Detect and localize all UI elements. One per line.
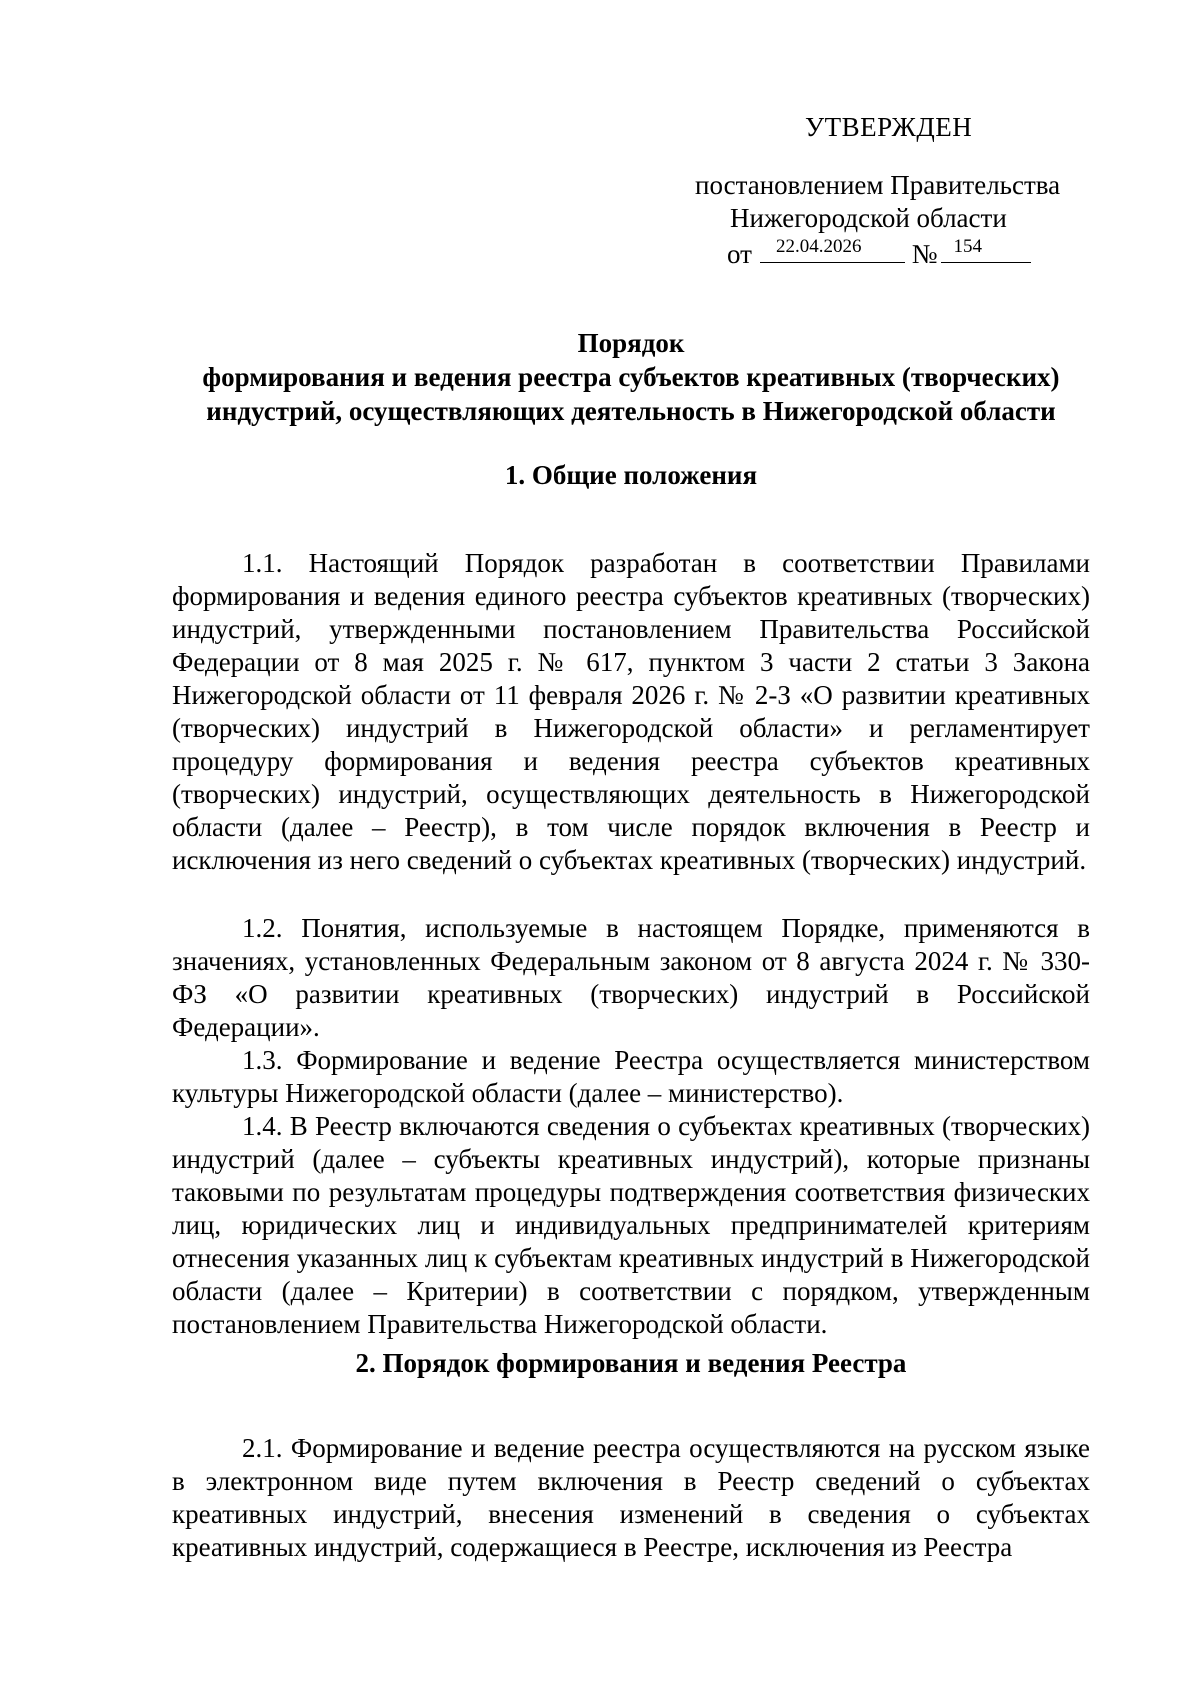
paragraph-1-2: 1.2. Понятия, используемые в настоящем Порядке, применяются в значениях, установленных Федеральным законом от 8 августа 2024 г. № 330-ФЗ «О развитии креативных (творческих) индустрий в Российской Федерации». bbox=[172, 913, 1090, 1042]
title-line-3: индустрий, осуществляющих деятельность в Нижегородской области bbox=[206, 396, 1056, 426]
title-line-2: формирования и ведения реестра субъектов креативных (творческих) bbox=[202, 362, 1060, 392]
date-prefix: от bbox=[727, 239, 752, 269]
title-line-1: Порядок bbox=[577, 328, 685, 358]
date-value: 22.04.2026 bbox=[775, 236, 862, 257]
number-field bbox=[941, 238, 1031, 263]
number-value: 154 bbox=[953, 236, 982, 257]
approval-line-2: Нижегородской области bbox=[730, 203, 1007, 233]
section-heading-2: 2. Порядок формирования и ведения Реестра bbox=[355, 1348, 907, 1378]
section-heading-1: 1. Общие положения bbox=[504, 460, 758, 490]
approval-date-line bbox=[727, 238, 1031, 270]
paragraph-2-1: 2.1. Формирование и ведение реестра осуществляются на русском языке в электронном виде путем включения в Реестр сведений о субъектах креативных индустрий, внесения изменений в сведения о субъектах креативных индустрий, содержащиеся в Реестре, исключения из Реестра bbox=[172, 1433, 1090, 1562]
paragraph-1-3: 1.3. Формирование и ведение Реестра осуществляется министерством культуры Нижегородской области (далее – министерство). bbox=[172, 1045, 1090, 1108]
approval-stamp: УТВЕРЖДЕН bbox=[805, 112, 973, 142]
paragraph-1-1: 1.1. Настоящий Порядок разработан в соответствии Правилами формирования и ведения единого реестра субъектов креативных (творческих) индустрий, утвержденными постановлением Правительства Российской Федерации от 8 мая 2025 г. № 617, пунктом 3 части 2 статьи 3 Закона Нижегородской области от 11 февраля 2026 г. № 2-З «О развитии креативных (творческих) индустрий в Нижегородской области» и регламентирует процедуру формирования и ведения реестра субъектов креативных (творческих) индустрий, осуществляющих деятельность в Нижегородской области (далее – Реестр), в том числе порядок включения в Реестр и исключения из него сведений о субъектах креативных (творческих) индустрий. bbox=[172, 548, 1090, 875]
approval-line-1: постановлением Правительства bbox=[695, 170, 1061, 200]
document-title bbox=[172, 326, 1090, 428]
paragraph-1-4: 1.4. В Реестр включаются сведения о субъектах креативных (творческих) индустрий (далее – субъекты креативных индустрий), которые признаны таковыми по результатам процедуры подтверждения соответствия физических лиц, юридических лиц и индивидуальных предпринимателей критериям отнесения указанных лиц к субъектам креативных индустрий в Нижегородской области (далее – Критерии) в соответствии с порядком, утвержденным постановлением Правительства Нижегородской области. bbox=[172, 1111, 1090, 1339]
number-prefix: № bbox=[911, 239, 938, 269]
date-field bbox=[760, 238, 905, 263]
